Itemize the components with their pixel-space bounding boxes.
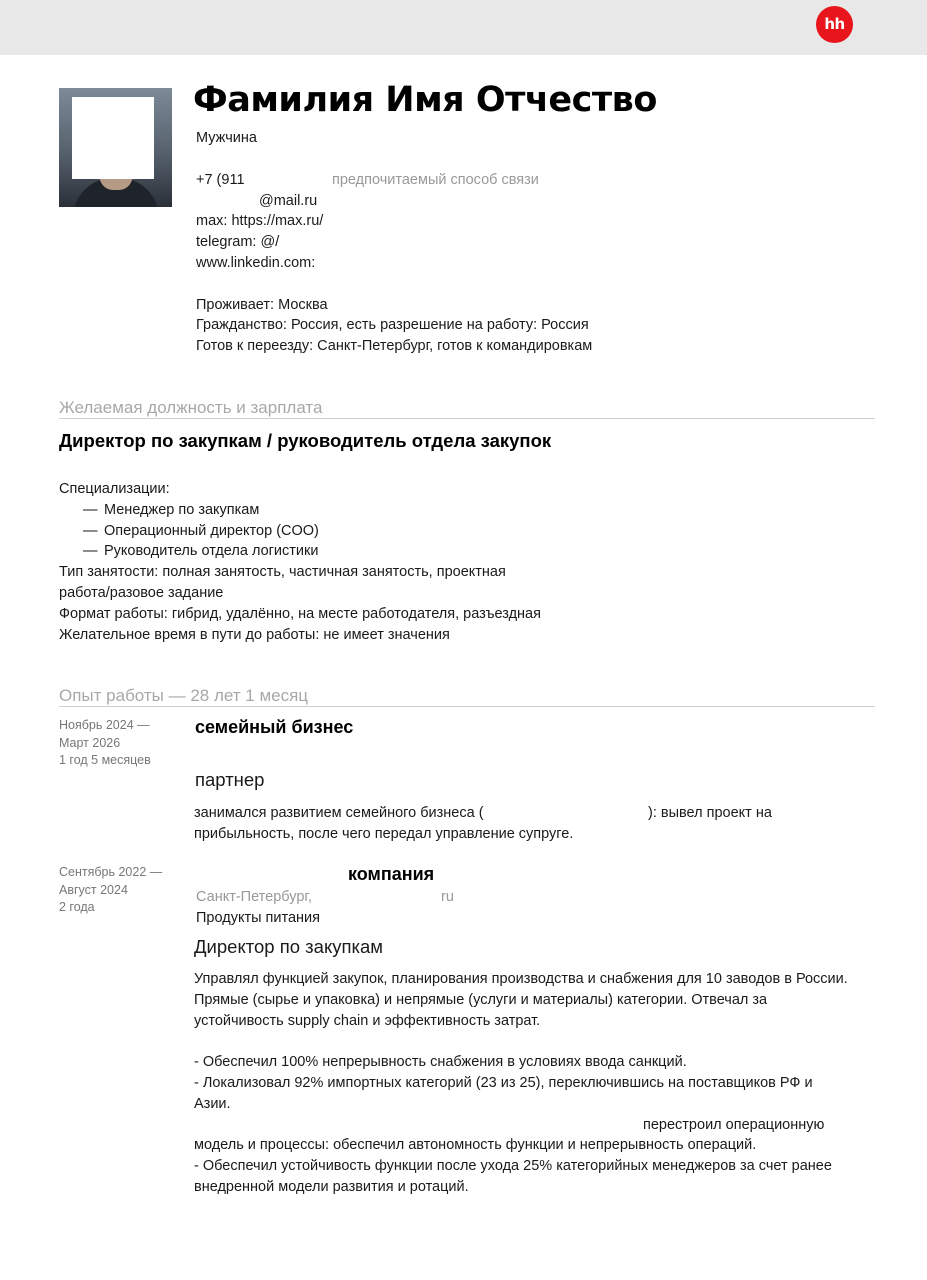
dash-icon: — <box>83 543 98 559</box>
job-role: Директор по закупкам <box>194 936 384 957</box>
job-location: Санкт-Петербург, <box>196 889 312 905</box>
achievement-item-cont: внедренной модели развития и ротаций. <box>194 1179 469 1195</box>
achievement-item-cont: модель и процессы: обеспечил автономность функции и непрерывность операций. <box>194 1137 757 1153</box>
phone[interactable]: +7 (911 <box>196 172 245 188</box>
job-industry: Продукты питания <box>196 910 320 926</box>
job-company: семейный бизнес <box>195 717 354 737</box>
job-description: занимался развитием семейного бизнеса ( <box>194 805 484 821</box>
employment-type: Тип занятости: полная занятость, частичная занятость, проектная <box>59 564 506 580</box>
job-description-line: прибыльность, после чего передал управление супруге. <box>194 826 574 842</box>
telegram-link[interactable]: telegram: @/ <box>196 234 280 250</box>
desired-position-title: Директор по закупкам / руководитель отдела закупок <box>59 430 552 451</box>
job-duration: 2 года <box>59 900 95 914</box>
job-period-start: Ноябрь 2024 — <box>59 718 150 732</box>
job-description-cont: ): вывел проект на <box>648 805 772 821</box>
relocation: Готов к переезду: Санкт-Петербург, готов к командировкам <box>196 338 593 354</box>
achievement-item: перестроил операционную <box>643 1117 825 1133</box>
work-format: Формат работы: гибрид, удалённо, на месте работодателя, разъездная <box>59 606 541 622</box>
dash-icon: — <box>83 502 98 518</box>
residence: Проживает: Москва <box>196 297 328 313</box>
section-divider <box>59 418 875 419</box>
hh-logo-icon[interactable]: hh <box>816 6 853 43</box>
specializations-label: Специализации: <box>59 481 170 497</box>
achievement-item: - Локализовал 92% импортных категорий (23 из 25), переключившись на поставщиков РФ и <box>194 1075 813 1091</box>
photo-redaction <box>72 97 154 179</box>
spec-label: Операционный директор (COO) <box>104 523 319 539</box>
achievement-item: - Обеспечил устойчивость функции после ухода 25% категорийных менеджеров за счет ранее <box>194 1158 832 1174</box>
achievement-item-cont: Азии. <box>194 1096 231 1112</box>
spec-label: Менеджер по закупкам <box>104 502 260 518</box>
spec-label: Руководитель отдела логистики <box>104 543 319 559</box>
employment-type-cont: работа/разовое задание <box>59 585 224 601</box>
profile-photo <box>59 88 172 207</box>
job-company: компания <box>348 864 435 884</box>
job-period-end: Август 2024 <box>59 883 128 897</box>
job-period-end: Март 2026 <box>59 736 121 750</box>
job-description-line: Прямые (сырье и упаковка) и непрямые (услуги и материалы) категории. Отвечал за <box>194 992 768 1008</box>
section-title-desired: Желаемая должность и зарплата <box>59 398 323 417</box>
max-link[interactable]: max: https://max.ru/ <box>196 213 324 229</box>
linkedin-link[interactable]: www.linkedin.com: <box>196 255 316 271</box>
job-period-start: Сентябрь 2022 — <box>59 865 163 879</box>
job-role: партнер <box>195 769 265 790</box>
phone-note: предпочитаемый способ связи <box>332 172 539 188</box>
section-title-experience: Опыт работы — 28 лет 1 месяц <box>59 686 309 705</box>
job-description-line: устойчивость supply chain и эффективность затрат. <box>194 1013 541 1029</box>
commute-time: Желательное время в пути до работы: не имеет значения <box>59 627 450 643</box>
gender: Мужчина <box>196 130 257 146</box>
job-site[interactable]: ru <box>441 889 454 905</box>
full-name: Фамилия Имя Отчество <box>193 80 657 120</box>
section-divider <box>59 706 875 707</box>
job-description-line: Управлял функцией закупок, планирования производства и снабжения для 10 заводов в России. <box>194 971 848 987</box>
citizenship: Гражданство: Россия, есть разрешение на работу: Россия <box>196 317 589 333</box>
email[interactable]: @mail.ru <box>259 193 318 209</box>
achievement-item: - Обеспечил 100% непрерывность снабжения в условиях ввода санкций. <box>194 1054 687 1070</box>
job-duration: 1 год 5 месяцев <box>59 753 151 767</box>
top-bar <box>0 0 927 55</box>
dash-icon: — <box>83 523 98 539</box>
